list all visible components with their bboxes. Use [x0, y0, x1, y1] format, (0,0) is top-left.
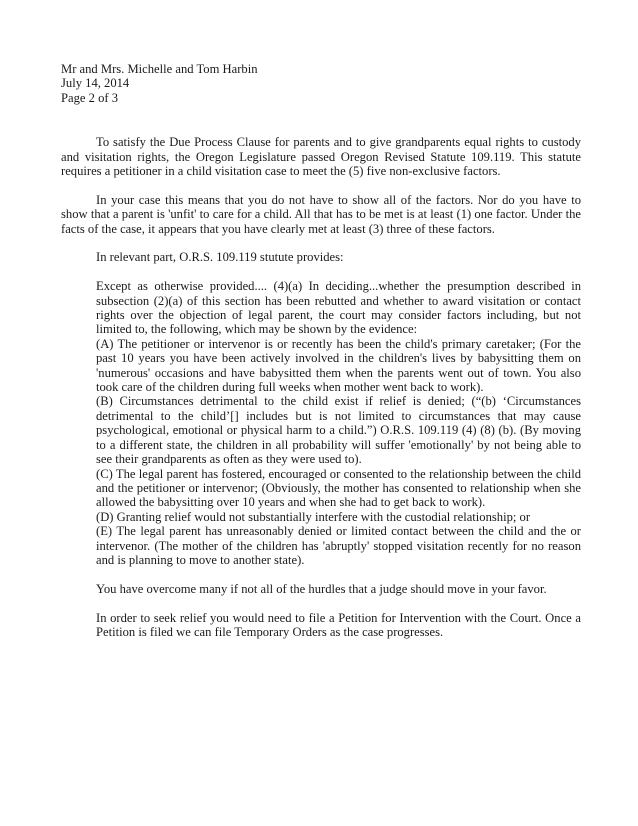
page-number-line: Page 2 of 3	[61, 90, 119, 105]
statute-factor-c: (C) The legal parent has fostered, encouraged or consented to the relationship between the child and the petitioner or intervenor; (Obviously, the mother has consented to relationship when she allowed the babysitting over 10 years and when she had to get back to work).	[96, 466, 581, 510]
statute-factor-b: (B) Circumstances detrimental to the child exist if relief is denied; (“(b) ‘Circumstances detrimental to the child’[] includes but is not limited to circumstances that may cause psychological, emotional or physical harm to a child.”) O.R.S. 109.119 (4) (8) (b). (By moving to a different state, the children in all probability will suffer 'emotionally' by not being able to see their grandparents as often as they were used to).	[96, 394, 581, 467]
statute-factor-d: (D) Granting relief would not substantially interfere with the custodial relationship; or	[96, 509, 531, 524]
statute-quote	[96, 279, 581, 567]
date-line: July 14, 2014	[61, 76, 130, 91]
paragraph-relevant-part: In relevant part, O.R.S. 109.119 stutute provides:	[96, 250, 344, 265]
recipient-line: Mr and Mrs. Michelle and Tom Harbin	[61, 62, 258, 76]
paragraph-seek-relief: In order to seek relief you would need to file a Petition for Intervention with the Court. Once a Petition is filed we can file Temporary Orders as the case progresses.	[96, 610, 581, 639]
paragraph-your-case: In your case this means that you do not have to show all of the factors. Nor do you have to show that a parent is 'unfit' to care for a child. All that has to be met is at least (1) one factor. Under the facts of the case, it appears that you have clearly met at least (3) three of these factors.	[61, 192, 581, 236]
paragraph-due-process: To satisfy the Due Process Clause for parents and to give grandparents equal rights to custody and visitation rights, the Oregon Legislature passed Oregon Revised Statute 109.119. This statute requires a petitioner in a child visitation case to meet the (5) five non-exclusive factors.	[61, 135, 581, 179]
statute-factor-a: (A) The petitioner or intervenor is or recently has been the child's primary caretaker; (For the past 10 years you have been actively involved in the children's lives by babysitting them on 'numerous' occasions and have babysitted them when the parents went out of town. You also took care of the children during full weeks when mother went back to work).	[96, 336, 581, 395]
statute-intro: Except as otherwise provided.... (4)(a) In deciding...whether the presumption described in subsection (2)(a) of this section has been rebutted and whether to award visitation or contact rights over the objection of legal parent, the court may consider factors including, but not limited to, the following, which may be shown by the evidence:	[96, 279, 581, 337]
paragraph-hurdles: You have overcome many if not all of the hurdles that a judge should move in your favor.	[96, 581, 547, 596]
statute-factor-e: (E) The legal parent has unreasonably denied or limited contact between the child and the or intervenor. (The mother of the children has 'abruptly' stopped visitation recently for no reason and is planning to move to another state).	[96, 524, 581, 567]
letter-header	[61, 62, 581, 105]
